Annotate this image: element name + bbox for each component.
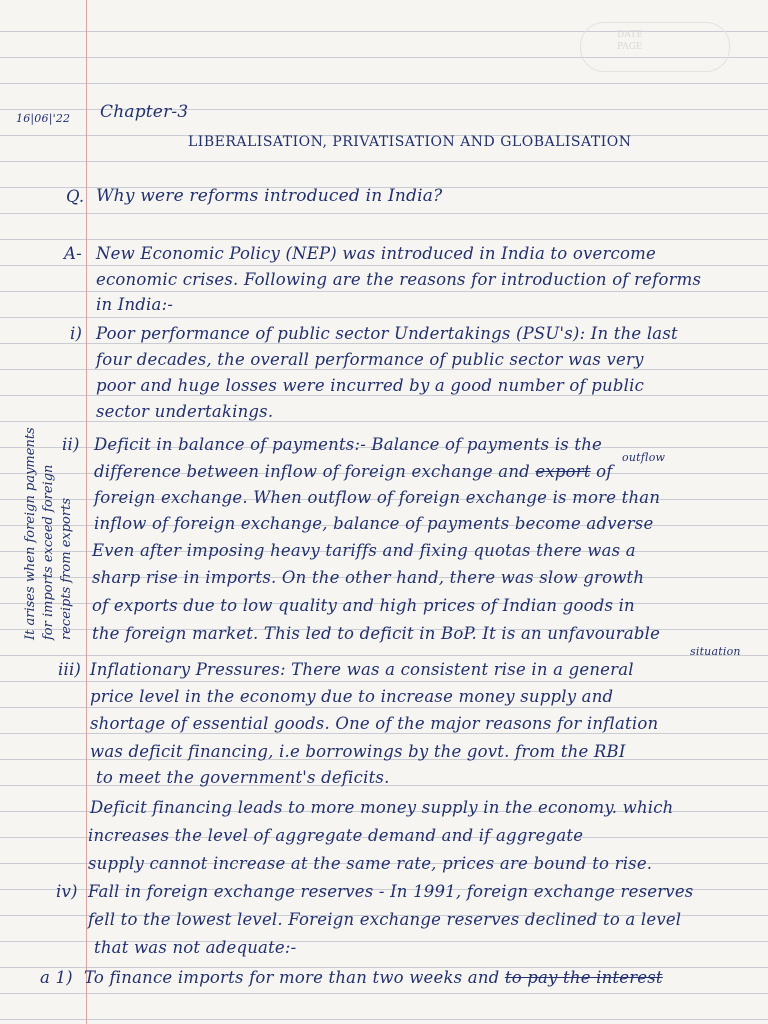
point-number: iii) — [58, 660, 82, 679]
point4-line: fell to the lowest level. Foreign exchange reserves declined to a level — [88, 910, 682, 929]
stamp-date-label: DATE — [617, 30, 643, 40]
sub-point-number: a 1) — [40, 968, 73, 987]
sub-point-line — [84, 968, 663, 987]
point2-line: sharp rise in imports. On the other hand, there was slow growth — [92, 568, 645, 587]
point-number: i) — [70, 324, 83, 343]
question-text: Why were reforms introduced in India? — [96, 186, 443, 206]
point4-line: that was not adequate:- — [94, 938, 297, 957]
sub-point-text: To finance imports for more than two weeks and — [84, 968, 500, 987]
point1-line: sector undertakings. — [96, 402, 274, 421]
inserted-word: outflow — [622, 451, 666, 464]
stamp-page-label: PAGE — [617, 42, 643, 52]
side-note-line: It arises when foreign payments — [23, 427, 38, 640]
point-number: ii) — [62, 435, 80, 454]
chapter-label: Chapter-3 — [100, 102, 189, 122]
struck-phrase: to pay the interest — [504, 968, 663, 987]
point3-line: was deficit financing, i.e borrowings by the govt. from the RBI — [90, 742, 626, 761]
side-note-line: receipts from exports — [59, 498, 74, 640]
answer-line: in India:- — [96, 295, 174, 314]
point1-line: Poor performance of public sector Undertakings (PSU's): In the last — [96, 324, 678, 343]
point2-line: Even after imposing heavy tariffs and fixing quotas there was a — [92, 541, 636, 560]
answer-label: A- — [64, 244, 82, 263]
point2-line: foreign exchange. When outflow of foreign exchange is more than — [94, 488, 661, 507]
point1-line: poor and huge losses were incurred by a good number of public — [96, 376, 645, 395]
question-label: Q. — [66, 187, 85, 206]
margin-side-note — [22, 427, 76, 640]
point3-line: Inflationary Pressures: There was a consistent rise in a general — [90, 660, 634, 679]
point3-line: shortage of essential goods. One of the major reasons for inflation — [90, 714, 659, 733]
point3-line: Deficit financing leads to more money supply in the economy. which — [90, 798, 674, 817]
point2-line: the foreign market. This led to deficit in BoP. It is an unfavourable — [92, 624, 661, 643]
point4-line: Fall in foreign exchange reserves - In 1991, foreign exchange reserves — [88, 882, 694, 901]
point3-line: supply cannot increase at the same rate, prices are bound to rise. — [88, 854, 653, 873]
point2-line — [94, 462, 613, 481]
date-page-stamp — [580, 22, 730, 72]
point2-text: of — [596, 462, 613, 481]
point1-line: four decades, the overall performance of public sector was very — [96, 350, 644, 369]
entry-date: 16|06|'22 — [16, 112, 71, 125]
point3-line: price level in the economy due to increase money supply and — [90, 687, 614, 706]
point2-line: of exports due to low quality and high prices of Indian goods in — [92, 596, 635, 615]
side-note-line: for imports exceed foreign — [41, 464, 56, 640]
chapter-title: LIBERALISATION, PRIVATISATION AND GLOBALISATION — [188, 134, 632, 150]
point2-text: difference between inflow of foreign exchange and — [94, 462, 530, 481]
point2-line: Deficit in balance of payments:- Balance of payments is the — [94, 435, 602, 454]
point3-line: increases the level of aggregate demand and if aggregate — [88, 826, 584, 845]
point3-line: to meet the government's deficits. — [96, 768, 390, 787]
inserted-word: situation — [690, 645, 741, 658]
point2-line: inflow of foreign exchange, balance of payments become adverse — [94, 514, 654, 533]
struck-word: export — [535, 462, 591, 481]
point-number: iv) — [56, 882, 78, 901]
answer-line: economic crises. Following are the reasons for introduction of reforms — [96, 270, 702, 289]
answer-line: New Economic Policy (NEP) was introduced in India to overcome — [96, 244, 656, 263]
margin-line — [86, 0, 87, 1024]
